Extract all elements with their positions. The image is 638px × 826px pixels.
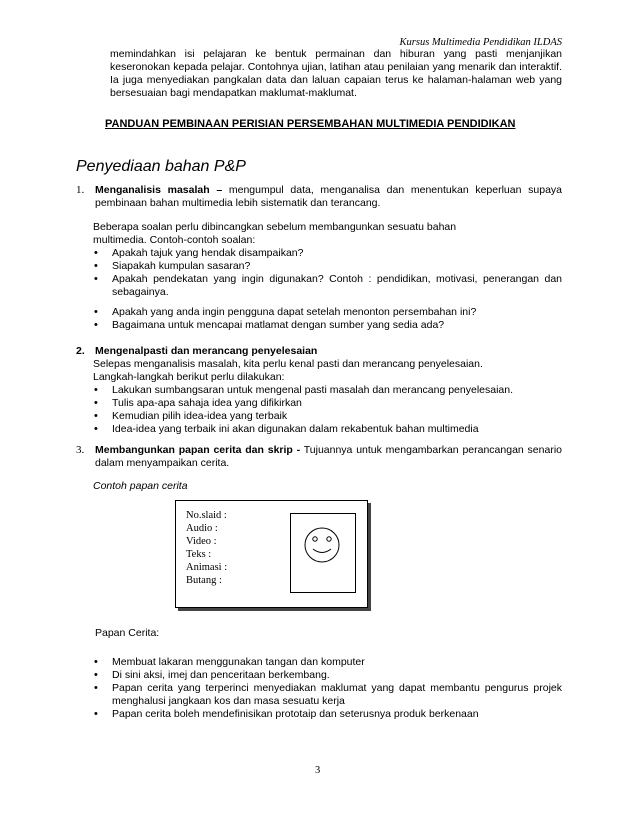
list-item: • Tulis apa-apa sahaja idea yang difikirkan bbox=[92, 397, 562, 410]
list-item: • Lakukan sumbangsaran untuk mengenal pasti masalah dan merancang penyelesaian. bbox=[92, 384, 562, 397]
list-item: • Apakah tajuk yang hendak disampaikan? bbox=[92, 247, 562, 260]
step-2-intro bbox=[93, 358, 483, 384]
storyboard-example bbox=[175, 500, 368, 608]
step-1-text: mengumpul data, menganalisa dan menentukan keperluan supaya pembinaan bahan multimedia lebih sistematik dan terancang. bbox=[95, 184, 562, 209]
list-item: • Apakah yang anda ingin pengguna dapat setelah menonton persembahan ini? bbox=[92, 306, 562, 319]
step-1-title: Menganalisis masalah – bbox=[95, 184, 223, 196]
storyboard-field-slide-number: No.slaid : bbox=[186, 510, 227, 521]
step-3-title: Membangunkan papan cerita dan skrip - bbox=[95, 444, 301, 456]
list-item: • Apakah pendekatan yang ingin digunakan? Contoh : pendidikan, motivasi, penerangan dan sebagainya. bbox=[92, 273, 562, 299]
list-item: • Papan cerita boleh mendefinisikan prototaip dan seterusnya produk berkenaan bbox=[92, 708, 562, 721]
step-1-paragraph bbox=[95, 184, 562, 210]
section-title: Penyediaan bahan P&P bbox=[76, 158, 246, 175]
list-item: • Bagaimana untuk mencapai matlamat dengan sumber yang sedia ada? bbox=[92, 319, 562, 332]
step-1-question-list-2 bbox=[92, 306, 562, 332]
running-header: Kursus Multimedia Pendidikan ILDAS bbox=[399, 37, 562, 48]
intro-paragraph: memindahkan isi pelajaran ke bentuk permainan dan hiburan yang pasti menjanjikan keseronokan kepada pelajar. Contohnya ujian, latihan atau penilaian yang menarik dan interaktif. Ia juga menyediakan pangkalan data dan laluan capaian terus ke halaman-halaman web yang bersesuaian bagi mendapatkan maklumat-maklumat. bbox=[110, 48, 562, 99]
list-item: • Di sini aksi, imej dan penceritaan berkembang. bbox=[92, 669, 562, 682]
smiley-face-icon bbox=[291, 514, 355, 592]
storyboard-notes-list bbox=[92, 656, 562, 721]
storyboard-fields bbox=[186, 509, 227, 587]
step-3-text: Tujuannya untuk mengambarkan perancangan senario dalam menyampaikan cerita. bbox=[95, 444, 562, 469]
list-item: • Membuat lakaran menggunakan tangan dan komputer bbox=[92, 656, 562, 669]
guide-heading: PANDUAN PEMBINAAN PERISIAN PERSEMBAHAN MULTIMEDIA PENDIDIKAN bbox=[105, 118, 516, 130]
step-1-question-list bbox=[92, 247, 562, 299]
storyboard-label: Papan Cerita: bbox=[95, 627, 160, 639]
step-2-title: Mengenalpasti dan merancang penyelesaian bbox=[95, 345, 318, 357]
step-2-step-list bbox=[92, 384, 562, 436]
storyboard-screen-frame bbox=[290, 513, 356, 593]
step-2-number: 2. bbox=[76, 345, 85, 357]
step-3-number: 3. bbox=[76, 444, 85, 456]
list-item: • Papan cerita yang terperinci menyediakan maklumat yang dapat membantu pengurus projek menghalusi jangkaan kos dan masa sesuatu kerja bbox=[92, 682, 562, 708]
list-item: • Kemudian pilih idea-idea yang terbaik bbox=[92, 410, 562, 423]
storyboard-field-button: Butang : bbox=[186, 575, 222, 586]
step-2-line-1: Selepas menganalisis masalah, kita perlu kenal pasti dan merancang penyelesaian. bbox=[93, 358, 483, 370]
storyboard-example-caption: Contoh papan cerita bbox=[93, 480, 188, 492]
list-item: • Idea-idea yang terbaik ini akan digunakan dalam rekabentuk bahan multimedia bbox=[92, 423, 562, 436]
step-1-intro-line-1: Beberapa soalan perlu dibincangkan sebelum membangunkan sesuatu bahan bbox=[93, 221, 457, 233]
storyboard-field-video: Video : bbox=[186, 536, 217, 547]
step-1-intro bbox=[93, 221, 456, 247]
storyboard-field-animation: Animasi : bbox=[186, 562, 228, 573]
page-number: 3 bbox=[315, 765, 321, 776]
step-2-line-2: Langkah-langkah berikut perlu dilakukan: bbox=[93, 371, 285, 383]
step-1-number: 1. bbox=[76, 184, 85, 196]
storyboard-field-text: Teks : bbox=[186, 549, 212, 560]
step-2-block bbox=[95, 345, 317, 358]
step-1-intro-line-2: multimedia. Contoh-contoh soalan: bbox=[93, 234, 256, 246]
list-item: • Siapakah kumpulan sasaran? bbox=[92, 260, 562, 273]
storyboard-field-audio: Audio : bbox=[186, 523, 218, 534]
step-3-paragraph bbox=[95, 444, 562, 470]
